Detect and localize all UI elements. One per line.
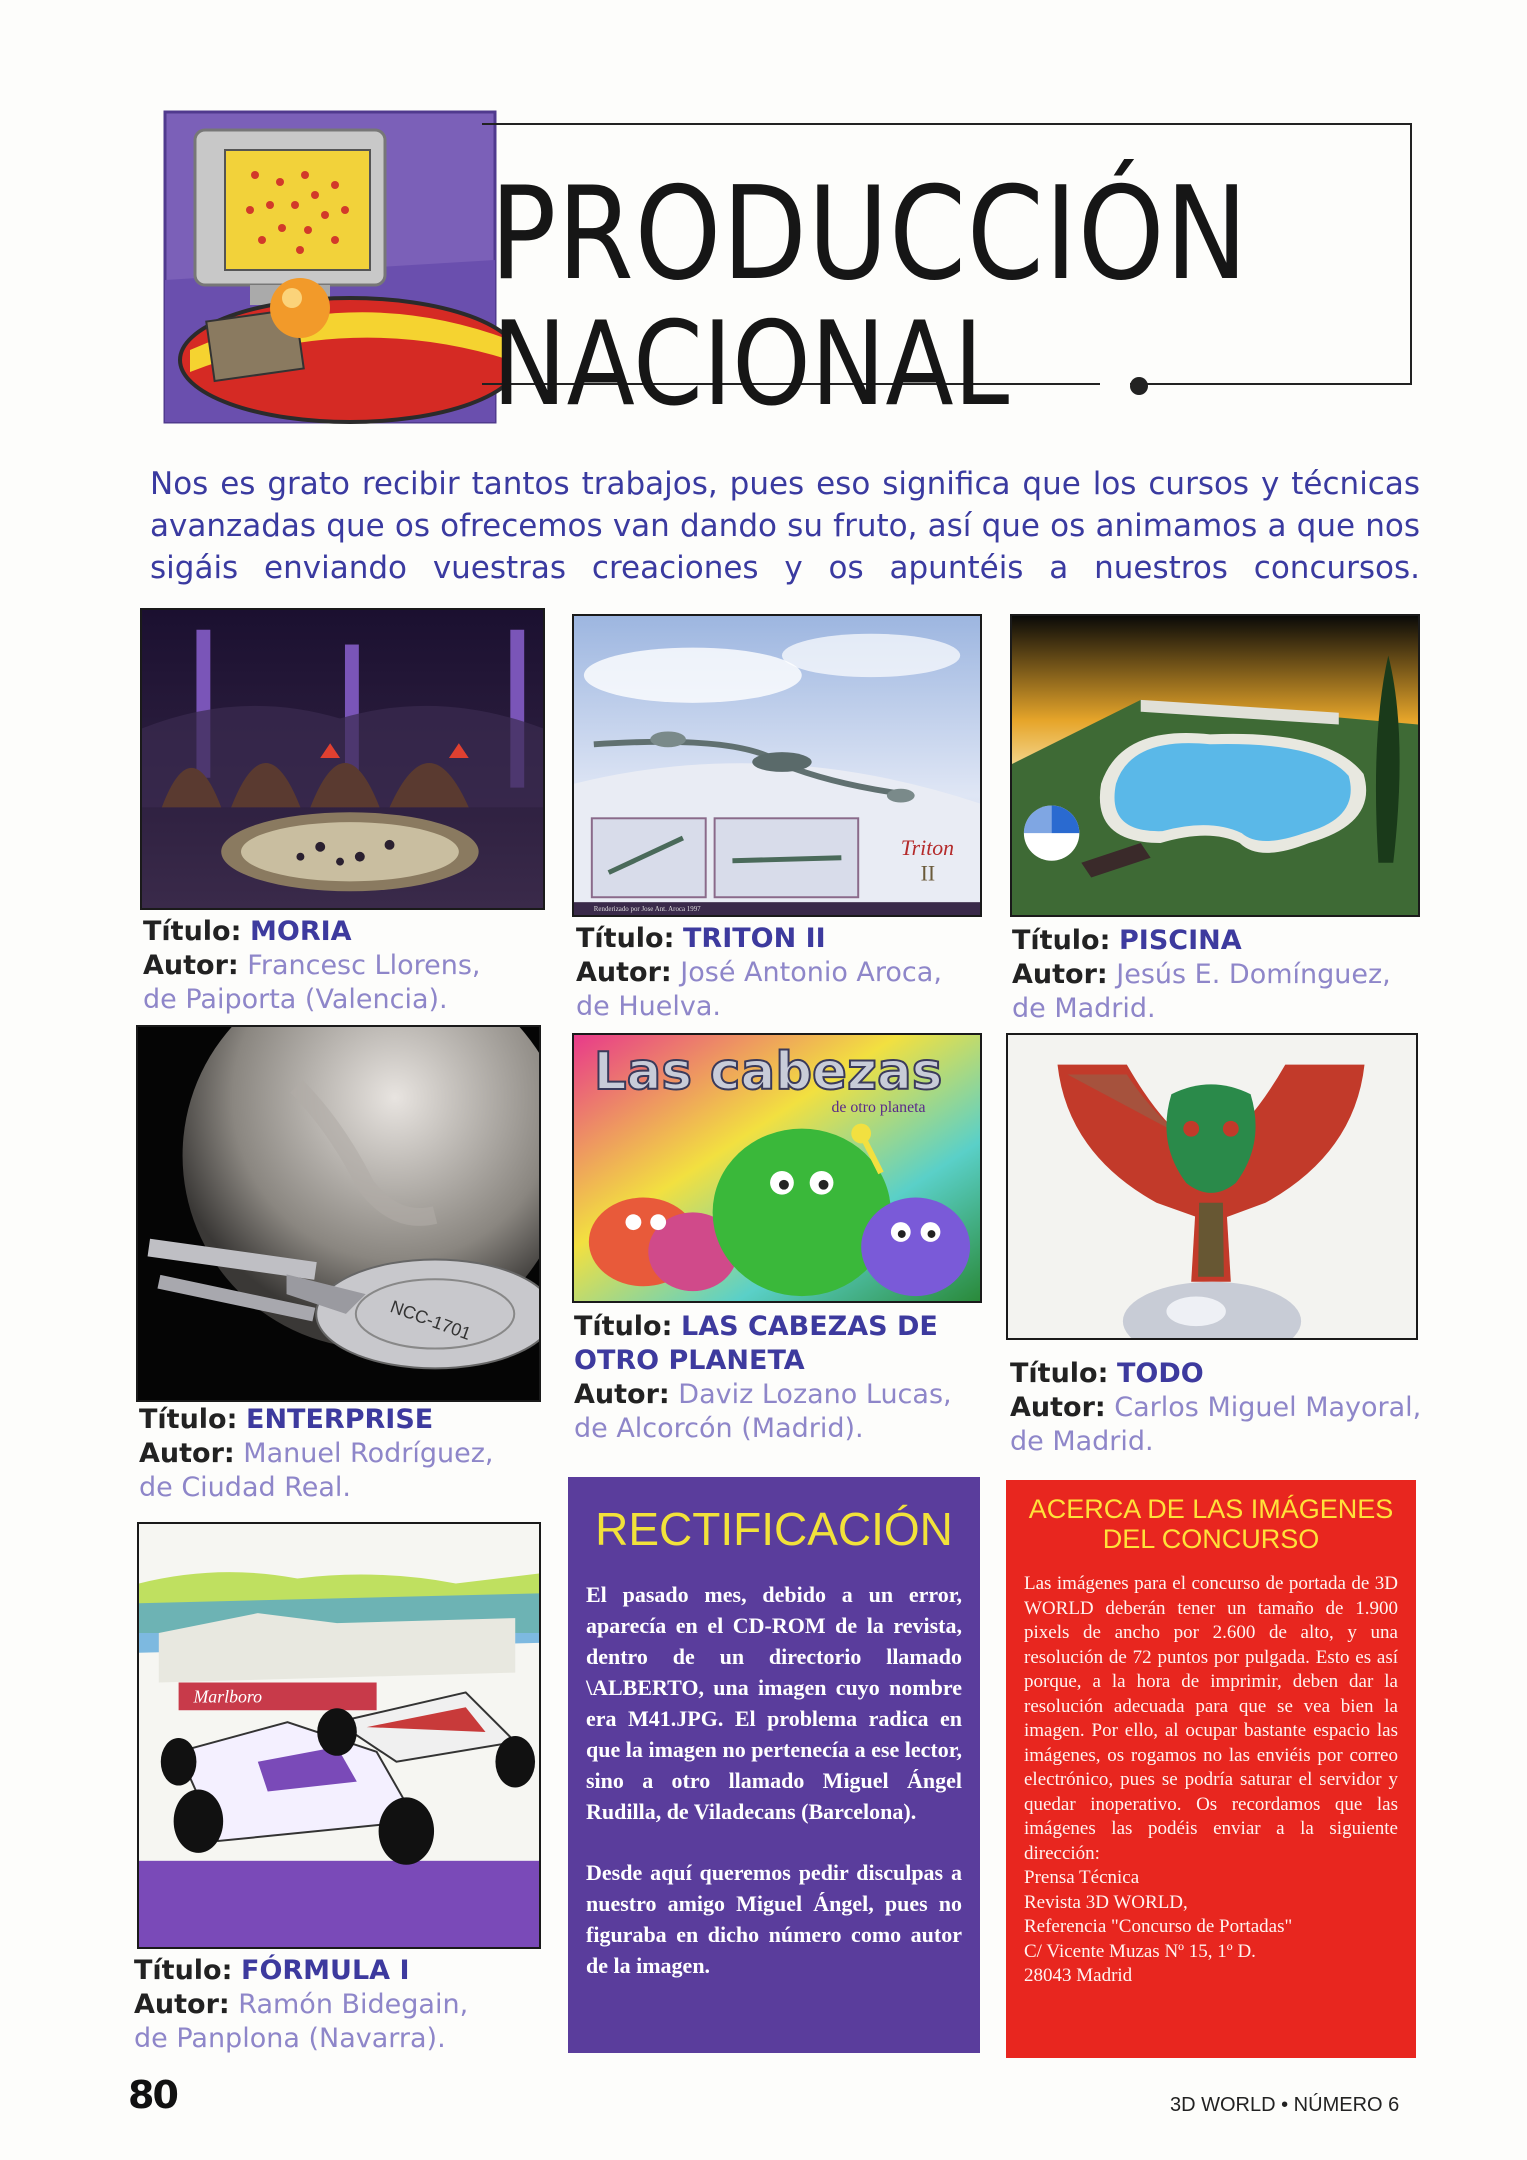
entry-author: José Antonio Aroca, <box>680 957 942 988</box>
address-line: 28043 Madrid <box>1024 1965 1133 1986</box>
triton-image-logo-2: II <box>920 861 936 886</box>
acerca-address <box>1024 1866 1398 1989</box>
entry-author: Carlos Miguel Mayoral, <box>1114 1392 1422 1423</box>
caption-triton: Título: TRITON II Autor: José Antonio Aroca, de Huelva. <box>576 923 942 1022</box>
caption-enterprise: Título: ENTERPRISE Autor: Manuel Rodríguez, de Ciudad Real. <box>139 1404 494 1503</box>
image-piscina <box>1010 614 1420 917</box>
magazine-footer: 3D WORLD • NÚMERO 6 <box>1170 2094 1400 2116</box>
image-enterprise <box>136 1025 541 1402</box>
entry-title: PISCINA <box>1119 925 1242 956</box>
entry-author-place: de Madrid. <box>1012 993 1156 1024</box>
acerca-box <box>1006 1480 1416 2058</box>
address-line: Revista 3D WORLD, <box>1024 1891 1188 1913</box>
entry-author-place: de Ciudad Real. <box>139 1472 351 1503</box>
rectificacion-box <box>568 1477 980 2053</box>
acerca-title-line2: DEL CONCURSO <box>1102 1524 1320 1554</box>
entry-author-place: de Madrid. <box>1010 1426 1154 1457</box>
caption-las-cabezas: Título: LAS CABEZAS DE OTRO PLANETA Autor: Daviz Lozano Lucas, de Alcorcón (Madrid). <box>574 1311 952 1444</box>
entry-title: ENTERPRISE <box>246 1404 434 1435</box>
entry-author: Daviz Lozano Lucas, <box>678 1379 952 1410</box>
image-todo <box>1006 1033 1418 1340</box>
entry-title: TODO <box>1117 1358 1204 1389</box>
caption-piscina: Título: PISCINA Autor: Jesús E. Domínguez, de Madrid. <box>1012 925 1391 1024</box>
entry-author: Jesús E. Domínguez, <box>1116 959 1391 990</box>
triton-image-credit: Renderizado por Jose Ant. Aroca 1997 <box>593 906 701 914</box>
address-line: C/ Vicente Muzas Nº 15, 1º D. <box>1024 1940 1256 1962</box>
entry-title-line2: OTRO PLANETA <box>574 1345 805 1376</box>
entry-title: LAS CABEZAS DE <box>681 1311 938 1342</box>
cabezas-image-subtitle: de otro planeta <box>831 1098 926 1116</box>
entry-author-place: de Alcorcón (Madrid). <box>574 1413 864 1444</box>
cabezas-image-title: Las cabezas <box>593 1042 943 1103</box>
rectificacion-para2: Desde aquí queremos pedir disculpas a nuestro amigo Miguel Ángel, pues no figuraba en dicho número como autor de la imagen. <box>586 1860 962 1978</box>
address-line: Referencia "Concurso de Portadas" <box>1024 1916 1293 1937</box>
caption-formula-i: Título: FÓRMULA I Autor: Ramón Bidegain, de Panplona (Navarra). <box>134 1955 469 2054</box>
image-moria <box>140 608 545 910</box>
entry-author: Manuel Rodríguez, <box>243 1438 494 1469</box>
header-frame-dot <box>1130 377 1148 395</box>
entry-author-place: de Panplona (Navarra). <box>134 2023 446 2054</box>
intro-text: Nos es grato recibir tantos trabajos, pues eso significa que los cursos y técnicas avanzadas que os ofrecemos van dando su fruto, así que os animamos a que nos sigáis enviando vuestras creaciones y os apuntéis a nuestros concursos. <box>150 466 1420 586</box>
image-triton <box>572 614 982 917</box>
address-line: Prensa Técnica <box>1024 1867 1140 1888</box>
image-formula-i <box>137 1522 541 1949</box>
header-logo-art <box>150 110 510 430</box>
caption-todo: Título: TODO Autor: Carlos Miguel Mayoral, de Madrid. <box>1010 1358 1422 1457</box>
entry-author: Ramón Bidegain, <box>238 1989 469 2020</box>
enterprise-image-registry: NCC-1701 <box>387 1296 474 1344</box>
entry-title: MORIA <box>250 916 352 947</box>
entry-title: TRITON II <box>683 923 826 954</box>
page-title-line2: NACIONAL <box>492 297 1010 432</box>
page-title-line1: PRODUCCIÓN <box>490 160 1249 309</box>
image-las-cabezas <box>572 1033 982 1303</box>
entry-author-place: de Paiporta (Valencia). <box>143 984 448 1015</box>
entry-author-place: de Huelva. <box>576 991 721 1022</box>
entry-author: Francesc Llorens, <box>247 950 481 981</box>
entry-title: FÓRMULA I <box>241 1955 410 1986</box>
formula-image-sponsor: Marlboro <box>193 1686 263 1707</box>
triton-image-logo: Triton <box>900 835 955 860</box>
acerca-body: Las imágenes para el concurso de portada de 3D WORLD deberán tener un tamaño de 1.900 pixels de ancho por 2.600 de alto, y una resolución de 72 puntos por pulgada. Esto es así porque, a la hora de imprimir, deben dar la resolución adecuada para que se vea bien la imagen. Por ello, al ocupar bastante espacio las imágenes, os rogamos no las enviéis por correo electrónico, pues se podría saturar el servidor y quedar inoperativo. Os recordamos que las imágenes las podéis enviar a la siguiente dirección: <box>1024 1573 1398 1864</box>
caption-moria: Título: MORIA Autor: Francesc Llorens, de Paiporta (Valencia). <box>143 916 481 1015</box>
header-frame-gap <box>1100 376 1130 396</box>
page-number: 80 <box>128 2073 177 2117</box>
rectificacion-para1: El pasado mes, debido a un error, aparecía en el CD-ROM de la revista, dentro de un directorio llamado \ALBERTO, una imagen cuyo nombre era M41.JPG. El problema radica en que la imagen no pertenecía a ese lector, sino a otro llamado Miguel Ángel Rudilla, de Viladecans (Barcelona). <box>586 1582 962 1824</box>
rectificacion-title: RECTIFICACIÓN <box>595 1503 953 1555</box>
acerca-title-line1: ACERCA DE LAS IMÁGENES <box>1028 1494 1394 1524</box>
